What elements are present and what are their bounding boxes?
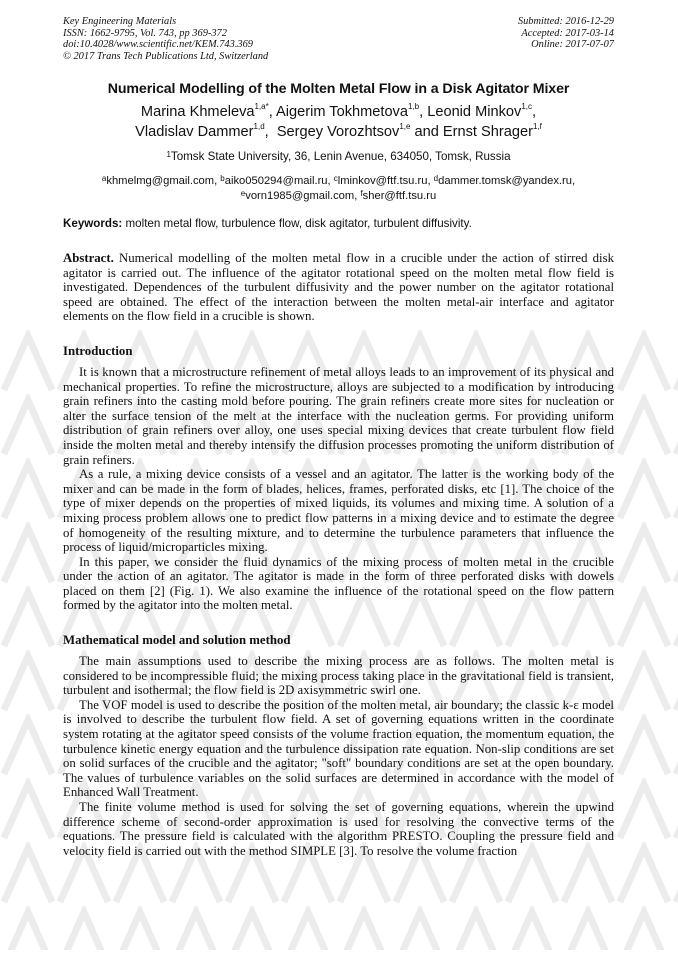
affiliation-text: Tomsk State University, 36, Lenin Avenue, 634050, Tomsk, Russia	[170, 150, 511, 163]
email-link[interactable]: aiko050294@mail.ru	[224, 175, 328, 187]
author-line-2	[63, 122, 614, 142]
email-marker: c	[333, 174, 338, 183]
journal-name: Key Engineering Materials	[63, 16, 177, 27]
email-separator: ,	[354, 189, 361, 202]
author-affil-marker: 1,c	[521, 102, 532, 111]
abstract-text: Numerical modelling of the molten metal flow in a crucible under the action of stirred disk agitator is carried out. The influence of the agitator rotational speed on the molten metal flow field is investigated. Dependences of the turbulent diffusivity and the power number on the agitator rotational speed are obtained. The effect of the interaction between the molten metal-air interface and agitator elements on the flow field in a crucible is shown.	[63, 251, 614, 324]
article-body	[63, 80, 614, 858]
abstract-label: Abstract.	[63, 251, 114, 265]
author-affil-marker: 1,f	[532, 122, 542, 131]
submitted-date: Submitted: 2016-12-29	[517, 16, 614, 27]
author-separator: ,	[264, 124, 273, 140]
affiliation	[63, 150, 614, 164]
paragraph: The VOF model is used to describe the position of the molten metal, air boundary; the classic k-ε model is involved to describe the turbulent flow field. A set of governing equations written in the coordinate system rotating at the agitator speed consists of the volume fraction equation, the momentum equation, the turbulence kinetic energy equation and the turbulence dissipation rate equation. Non-slip conditions are set on solid surfaces of the crucible and the agitator; "soft" boundary conditions are set at the open boundary. The values of turbulence variables on the solid surfaces are determined in accordance with the model of Enhanced Wall Treatment.	[63, 697, 614, 800]
author-affil-marker: 1,b	[407, 102, 420, 111]
author-name: Ernst Shrager	[442, 124, 533, 140]
email-separator: ,	[214, 175, 221, 187]
author-affil-marker: 1,e	[399, 122, 411, 131]
email-link[interactable]: vorn1985@gmail.com	[245, 189, 355, 202]
copyright: © 2017 Trans Tech Publications Ltd, Switzerland	[63, 50, 269, 62]
section-heading-introduction: Introduction	[63, 343, 133, 358]
email-list	[63, 174, 614, 203]
email-marker: b	[220, 174, 225, 183]
keywords-label: Keywords:	[63, 217, 123, 230]
author-conjunction: and	[410, 124, 443, 140]
affiliation-marker: 1	[166, 150, 171, 159]
author-name: Vladislav Dammer	[135, 124, 254, 140]
accepted-date: Accepted: 2017-03-14	[521, 27, 614, 39]
author-list	[63, 102, 614, 142]
author-separator: ,	[419, 104, 428, 120]
author-line-1	[63, 102, 614, 122]
abstract	[63, 251, 614, 324]
author-name: Leonid Minkov	[427, 104, 522, 120]
online-date: Online: 2017-07-07	[531, 39, 614, 51]
author-name: Marina Khmeleva	[140, 104, 255, 120]
author-affil-marker: 1,d	[253, 122, 265, 131]
email-marker: f	[360, 188, 363, 198]
email-separator: ,	[427, 175, 434, 187]
author-name: Sergey Vorozhtsov	[276, 124, 400, 140]
email-separator: ,	[327, 175, 334, 187]
author-separator: ,	[268, 104, 277, 120]
author-separator: ,	[532, 104, 537, 120]
email-link[interactable]: dammer.tomsk@yandex.ru	[438, 175, 572, 187]
email-link[interactable]: khmelmg@gmail.com	[106, 175, 215, 187]
email-marker: d	[433, 174, 439, 183]
issn: ISSN: 1662-9795, Vol. 743, pp 369-372	[63, 27, 227, 39]
publication-dates	[518, 16, 614, 51]
section-heading-method: Mathematical model and solution method	[63, 633, 291, 648]
email-marker: a	[101, 174, 107, 183]
doi: doi:10.4028/www.scientific.net/KEM.743.369	[63, 39, 253, 51]
email-line-1	[63, 174, 614, 189]
keywords	[63, 217, 614, 231]
email-line-2	[63, 189, 614, 204]
email-link[interactable]: sher@ftf.tsu.ru	[362, 189, 437, 202]
paragraph: The finite volume method is used for solving the set of governing equations, wherein the upwind difference scheme of second-order approximation is used for resolving the convective terms of the equations. The pressure field is calculated with the algorithm PRESTO. Coupling the pressure field and velocity field is carried out with the method SIMPLE [3]. To resolve the volume fraction	[63, 800, 614, 858]
keywords-text: molten metal flow, turbulence flow, disk agitator, turbulent diffusivity.	[125, 217, 472, 230]
paragraph: As a rule, a mixing device consists of a vessel and an agitator. The latter is the working body of the mixer and can be made in the form of blades, helices, frames, perforated disks, etc [1]. The choice of the type of mixer depends on the properties of mixed liquids, its volumes and mixing time. A solution of a mixing process problem allows one to predict flow patterns in a mixing device and to estimate the degree of homogeneity of the resulting mixture, and to determine the turbulence parameters that influence the process of liquid/microparticles mixing.	[63, 467, 614, 555]
email-separator: ,	[571, 175, 576, 187]
author-affil-marker: 1,a*	[254, 102, 269, 111]
paragraph: In this paper, we consider the fluid dynamics of the mixing process of molten metal in the crucible under the action of an agitator. The agitator is made in the form of three perforated disks with dowels placed on them [2] (Fig. 1). We also examine the influence of the rotational speed on the flow pattern formed by the agitator into the molten metal.	[63, 554, 614, 613]
paragraph: It is known that a microstructure refinement of metal alloys leads to an improvement of its physical and mechanical properties. To refine the microstructure, alloys are subjected to a modification by introducing grain refiners into the casting mold before pouring. The grain refiners create more sites for nucleation or alter the surface tension of the melt at the interface with the nucleation germs. For providing uniform distribution of grain refiners over alloy, one uses special mixing devices that create turbulent flow field inside the molten metal and thereby intensify the diffusion processes promoting the uniform distribution of grain refiners.	[63, 364, 614, 467]
journal-header	[63, 16, 268, 62]
paper-title: Numerical Modelling of the Molten Metal Flow in a Disk Agitator Mixer	[107, 81, 570, 97]
paragraph: The main assumptions used to describe the mixing process are as follows. The molten metal is considered to be incompressible fluid; the mixing process taking place in the gravitational field is transient, turbulent and isothermal; the flow field is 2D axisymmetric swirl one.	[63, 654, 614, 698]
email-link[interactable]: lminkov@ftf.tsu.ru	[337, 175, 428, 187]
author-name: Aigerim Tokhmetova	[276, 104, 408, 120]
email-marker: e	[240, 188, 246, 198]
